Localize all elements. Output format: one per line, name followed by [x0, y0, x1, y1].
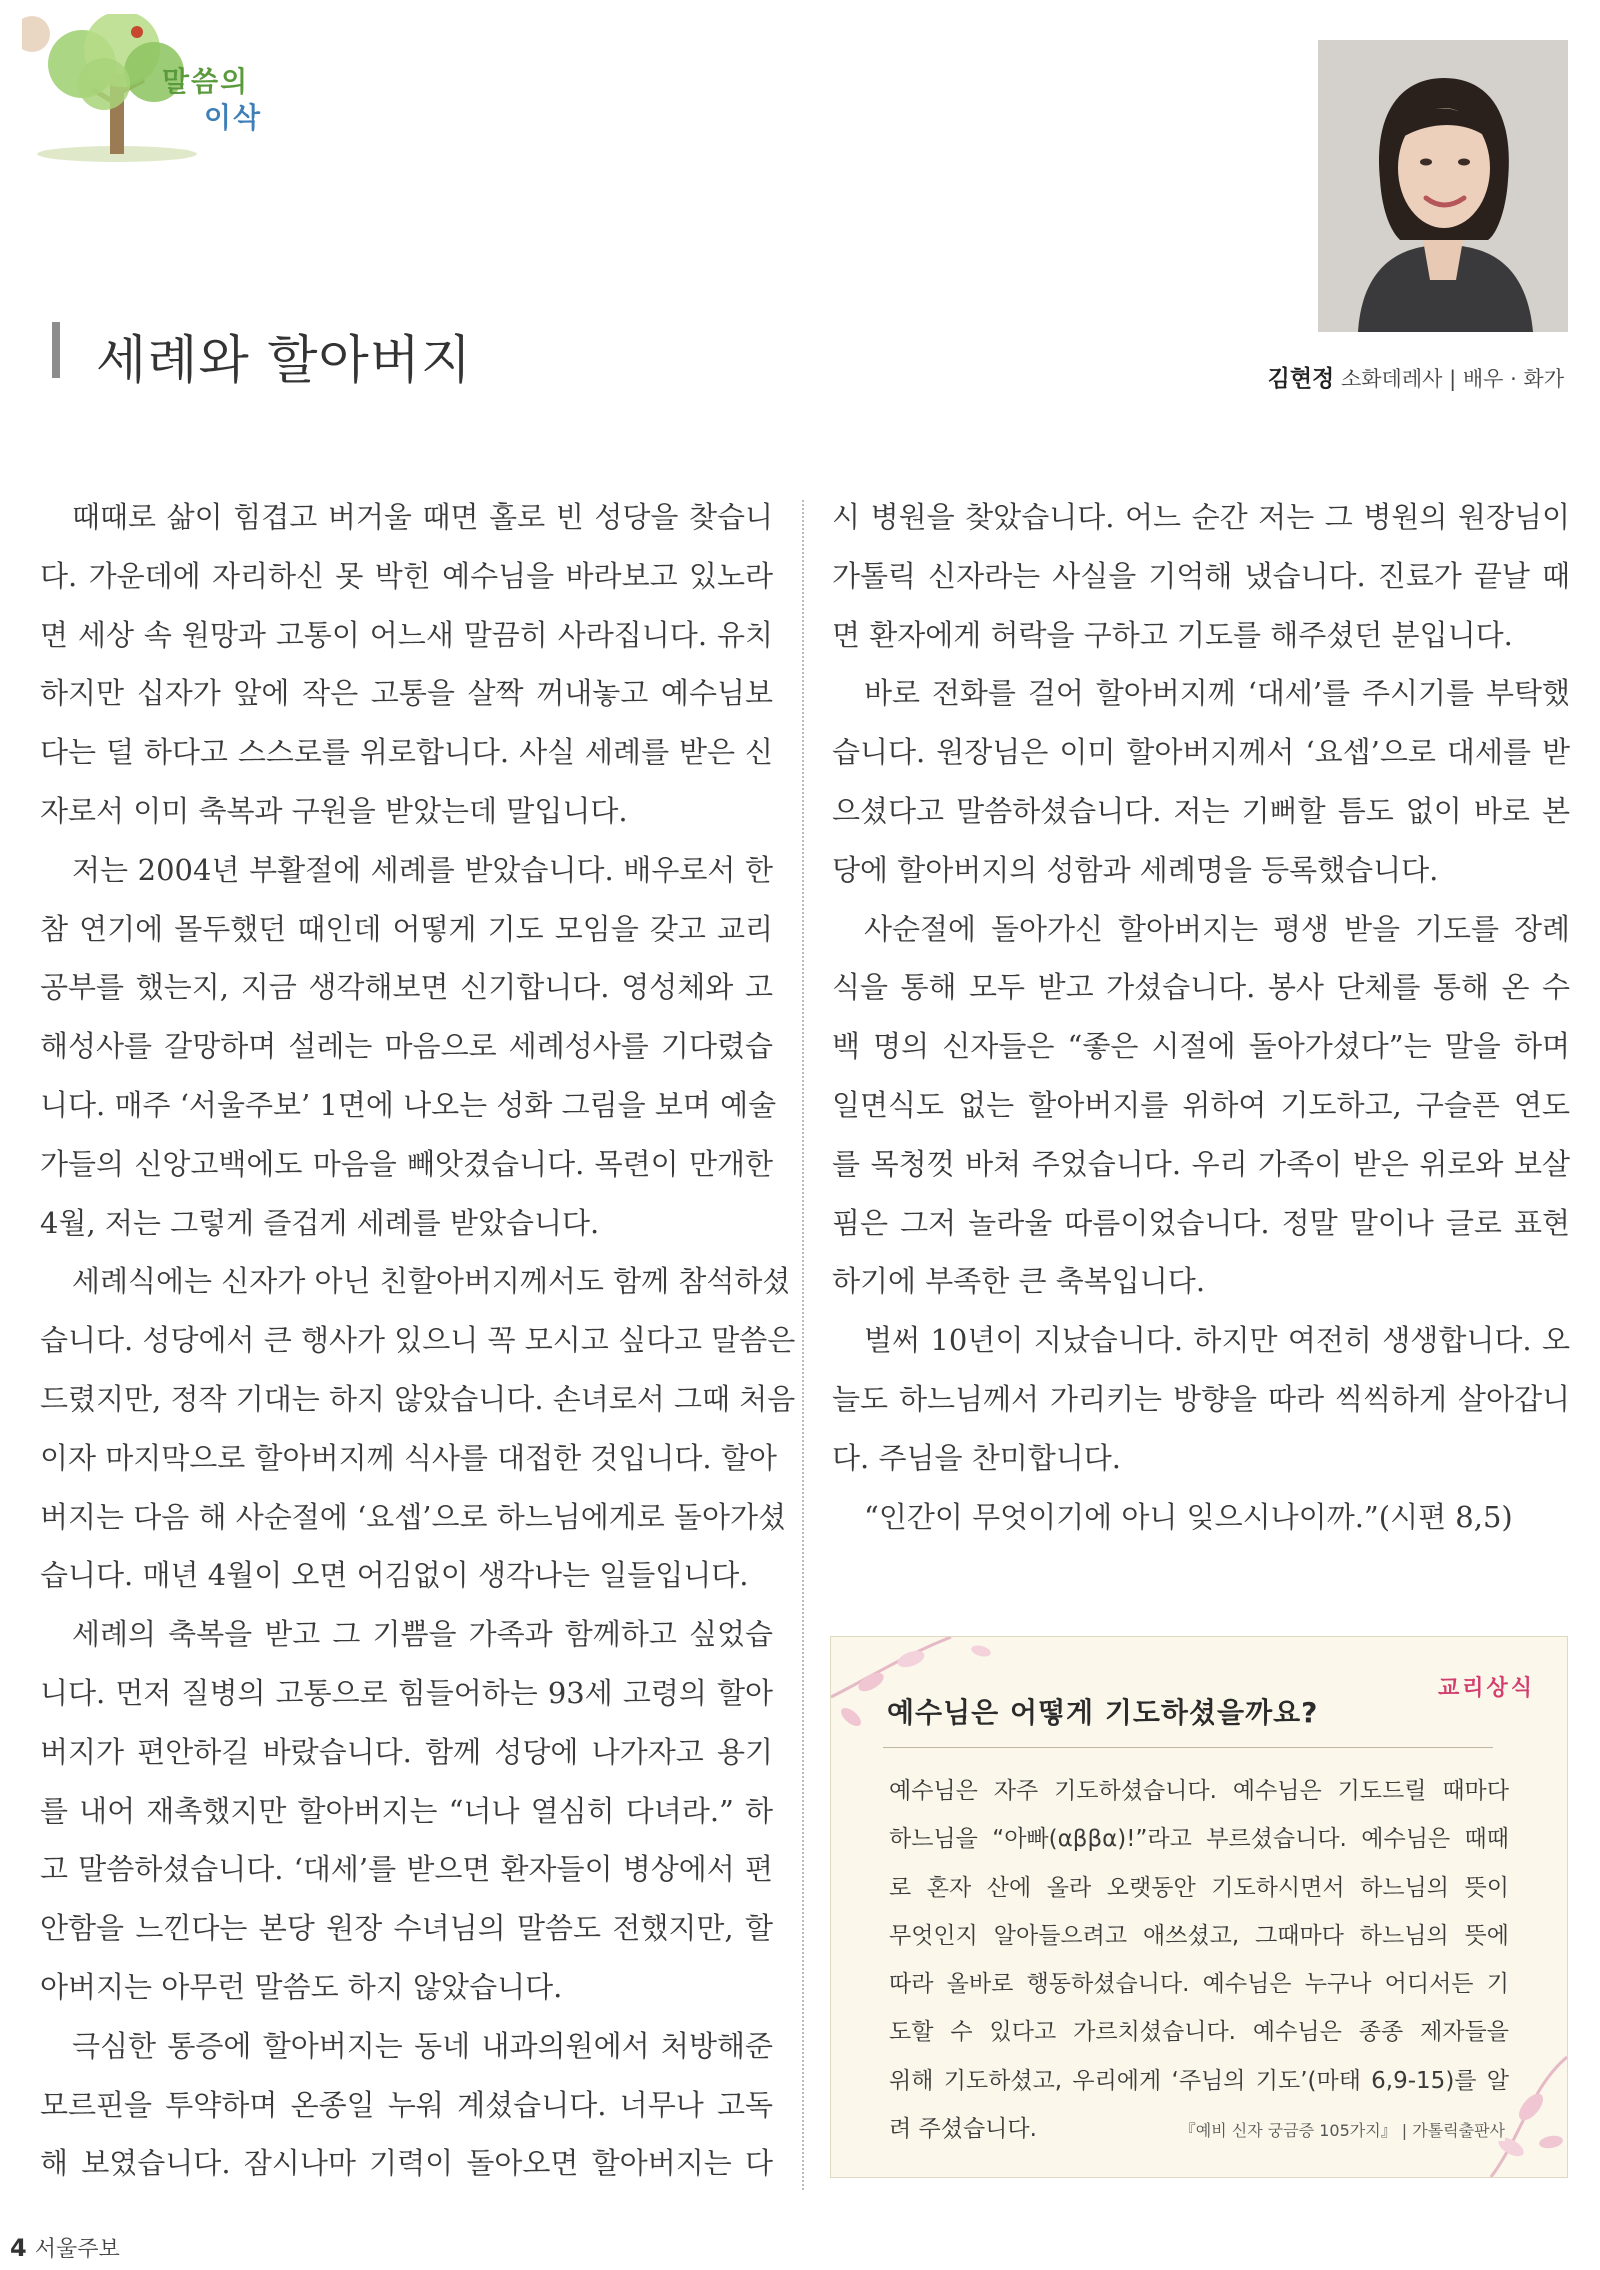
body-line: 당에 할아버지의 성함과 세례명을 등록했습니다. — [832, 852, 1439, 887]
body-line: 세례의 축복을 받고 그 기쁨을 가족과 함께하고 싶었습 — [72, 1617, 773, 1652]
body-line: 버지는 다음 해 사순절에 ‘요셉’으로 하느님에게로 돌아가셨 — [40, 1499, 787, 1534]
body-line: 가톨릭 신자라는 사실을 기억해 냈습니다. 진료가 끝날 때 — [832, 558, 1570, 593]
body-line: 면 세상 속 원망과 고통이 어느새 말끔히 사라집니다. 유치 — [40, 617, 773, 652]
logo-line1: 말씀의 — [162, 65, 250, 98]
body-line: 이자 마지막으로 할아버지께 식사를 대접한 것입니다. 할아 — [40, 1440, 777, 1475]
body-line: 를 목청껏 바쳐 주었습니다. 우리 가족이 받은 위로와 보살 — [832, 1146, 1570, 1181]
body-line: 늘도 하느님께서 가리키는 방향을 따라 씩씩하게 살아갑니 — [832, 1381, 1570, 1416]
doctrine-title: 예수님은 어떻게 기도하셨을까요? — [887, 1696, 1319, 1729]
doctrine-line: 하느님을 “아빠(αββα)!”라고 부르셨습니다. 예수님은 때때 — [889, 1826, 1509, 1853]
body-line: 해 보였습니다. 잠시나마 기력이 돌아오면 할아버지는 다 — [40, 2146, 773, 2181]
body-line: 극심한 통증에 할아버지는 동네 내과의원에서 처방해준 — [72, 2028, 773, 2063]
doctrine-line: 위해 기도하셨고, 우리에게 ‘주님의 기도’(마태 6,9-15)를 알 — [889, 2067, 1509, 2094]
article-title: 세례와 할아버지 — [96, 331, 473, 391]
logo-line2: 이삭 — [204, 101, 263, 134]
author-byline — [1268, 360, 1564, 393]
page-number: 4 — [10, 2234, 27, 2262]
body-line: 다. 가운데에 자리하신 못 박힌 예수님을 바라보고 있노라 — [40, 558, 773, 593]
body-line: 가들의 신앙고백에도 마음을 빼앗겼습니다. 목련이 만개한 — [40, 1146, 773, 1181]
body-line: 공부를 했는지, 지금 생각해보면 신기합니다. 영성체와 고 — [40, 970, 773, 1005]
body-line: 세례식에는 신자가 아닌 친할아버지께서도 함께 참석하셨 — [72, 1264, 791, 1299]
doctrine-box — [830, 1636, 1568, 2178]
body-line: 백 명의 신자들은 “좋은 시절에 돌아가셨다”는 말을 하며 — [832, 1029, 1570, 1064]
body-line: 으셨다고 말씀하셨습니다. 저는 기뻐할 틈도 없이 바로 본 — [832, 793, 1570, 828]
doctrine-rule — [883, 1747, 1493, 1748]
body-line: 아버지는 아무런 말씀도 하지 않았습니다. — [40, 1969, 563, 2004]
body-line: 벌써 10년이 지났습니다. 하지만 여전히 생생합니다. 오 — [864, 1323, 1570, 1358]
body-line: “인간이 무엇이기에 아니 잊으시나이까.”(시편 8,5) — [864, 1499, 1513, 1534]
portrait-image — [1318, 40, 1568, 332]
page-footer — [10, 2232, 120, 2263]
body-line: 핌은 그저 놀라울 따름이었습니다. 정말 말이나 글로 표현 — [832, 1205, 1570, 1240]
body-line: 습니다. 원장님은 이미 할아버지께서 ‘요셉’으로 대세를 받 — [832, 735, 1570, 770]
doctrine-line: 예수님은 자주 기도하셨습니다. 예수님은 기도드릴 때마다 — [889, 1778, 1509, 1804]
body-line: 안함을 느낀다는 본당 원장 수녀님의 말씀도 전했지만, 할 — [40, 1911, 773, 1946]
author-photo — [1318, 40, 1568, 332]
body-line: 식을 통해 모두 받고 가셨습니다. 봉사 단체를 통해 온 수 — [832, 970, 1570, 1005]
author-detail: 소화데레사 | 배우 · 화가 — [1340, 367, 1564, 391]
body-line: 다. 주님을 찬미합니다. — [832, 1440, 1121, 1475]
body-line: 니다. 먼저 질병의 고통으로 힘들어하는 93세 고령의 할아 — [40, 1675, 773, 1710]
doctrine-line: 려 주셨습니다. — [889, 2116, 1037, 2143]
body-line: 4월, 저는 그렇게 즐겁게 세례를 받았습니다. — [40, 1205, 600, 1240]
doctrine-line: 도할 수 있다고 가르치셨습니다. 예수님은 종종 제자들을 — [889, 2019, 1509, 2046]
author-name: 김현정 — [1267, 366, 1335, 392]
body-line: 습니다. 매년 4월이 오면 어김없이 생각나는 일들입니다. — [40, 1558, 749, 1593]
body-line: 를 내어 재촉했지만 할아버지는 “너나 열심히 다녀라.” 하 — [40, 1793, 773, 1828]
body-line: 참 연기에 몰두했던 때인데 어떻게 기도 모임을 갖고 교리 — [40, 911, 773, 946]
body-column-left — [40, 488, 796, 2193]
body-line: 니다. 매주 ‘서울주보’ 1면에 나오는 성화 그림을 보며 예술 — [40, 1087, 777, 1122]
body-line: 드렸지만, 정작 기대는 하지 않았습니다. 손녀로서 그때 처음 — [40, 1381, 796, 1416]
doctrine-source: 『예비 신자 궁금증 105가지』 | 가톨릭출판사 — [1172, 2118, 1505, 2141]
body-column-right — [832, 488, 1570, 1546]
doctrine-line: 로 혼자 산에 올라 오랫동안 기도하시면서 하느님의 뜻이 — [889, 1874, 1509, 1901]
body-line: 습니다. 성당에서 큰 행사가 있으니 꼭 모시고 싶다고 말씀은 — [40, 1323, 796, 1358]
body-line: 저는 2004년 부활절에 세례를 받았습니다. 배우로서 한 — [72, 852, 773, 887]
body-line: 고 말씀하셨습니다. ‘대세’를 받으면 환자들이 병상에서 편 — [40, 1852, 773, 1887]
body-line: 바로 전화를 걸어 할아버지께 ‘대세’를 주시기를 부탁했 — [864, 676, 1570, 711]
doctrine-body — [889, 1767, 1509, 2153]
body-line: 일면식도 없는 할아버지를 위하여 기도하고, 구슬픈 연도 — [832, 1087, 1570, 1122]
publication-name: 서울주보 — [34, 2237, 120, 2262]
section-logo — [22, 14, 292, 164]
body-line: 하기에 부족한 큰 축복입니다. — [832, 1264, 1206, 1299]
body-line: 해성사를 갈망하며 설레는 마음으로 세례성사를 기다렸습 — [40, 1029, 773, 1064]
column-divider — [802, 500, 804, 2190]
body-line: 자로서 이미 축복과 구원을 받았는데 말입니다. — [40, 793, 628, 828]
doctrine-tag: 교리상식 — [1437, 1676, 1535, 1701]
doctrine-line: 무엇인지 알아들으려고 애쓰셨고, 그때마다 하느님의 뜻에 — [889, 1922, 1509, 1949]
doctrine-line: 따라 올바로 행동하셨습니다. 예수님은 누구나 어디서든 기 — [889, 1971, 1509, 1998]
body-line: 하지만 십자가 앞에 작은 고통을 살짝 꺼내놓고 예수님보 — [40, 676, 773, 711]
body-line: 시 병원을 찾았습니다. 어느 순간 저는 그 병원의 원장님이 — [832, 500, 1570, 534]
body-line: 면 환자에게 허락을 구하고 기도를 해주셨던 분입니다. — [832, 617, 1513, 652]
body-line: 사순절에 돌아가신 할아버지는 평생 받을 기도를 장례 — [864, 911, 1570, 946]
title-bar — [52, 322, 60, 378]
body-line: 버지가 편안하길 바랐습니다. 함께 성당에 나가자고 용기 — [40, 1734, 773, 1769]
body-line: 다는 덜 하다고 스스로를 위로합니다. 사실 세례를 받은 신 — [40, 735, 773, 770]
body-line: 모르핀을 투약하며 온종일 누워 계셨습니다. 너무나 고독 — [40, 2087, 773, 2122]
body-line: 때때로 삶이 힘겹고 버거울 때면 홀로 빈 성당을 찾습니 — [72, 500, 773, 534]
